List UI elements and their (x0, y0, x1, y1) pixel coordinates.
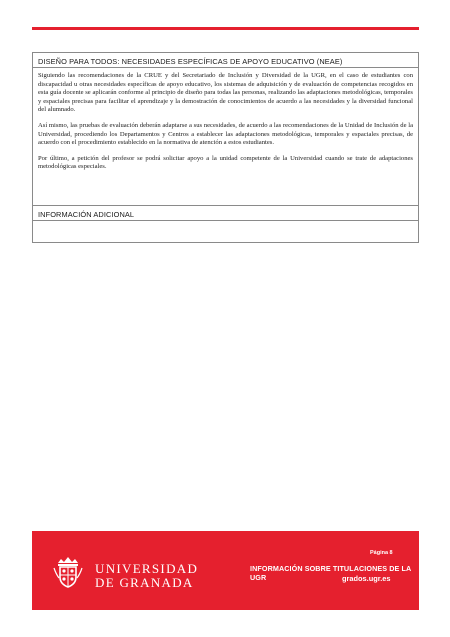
page-number: Página 8 (370, 550, 393, 556)
neae-section-body (33, 68, 418, 172)
neae-paragraph: Por último, a petición del profesor se podrá solicitar apoyo a la unidad competente de la Universidad cuando se trate de adaptaciones metodológicas especiales. (38, 154, 413, 171)
footer-info-title: INFORMACIÓN SOBRE TITULACIONES DE LA UGR (250, 564, 412, 582)
university-name (95, 562, 198, 590)
university-name-line1: UNIVERSIDAD (95, 561, 199, 576)
top-red-rule (32, 27, 419, 30)
university-name-line2: DE GRANADA (95, 575, 194, 590)
neae-section (32, 52, 419, 206)
ugr-crest-icon (52, 554, 84, 588)
neae-paragraph: Siguiendo las recomendaciones de la CRUE y del Secretariado de Inclusión y Diversidad de la UGR, en el caso de estudiantes con discapacidad u otras necesidades específicas de apoyo educativo, los sistemas de adquisición y de evaluación de competencias recogidos en esta guía docente se aplicarán conforme al principio de diseño para todas las personas, realizando las adaptaciones metodológicas, temporales y espaciales precisas para facilitar el aprendizaje y la demostración de conocimientos de acuerdo a las necesidades y la diversidad funcional del alumnado. (38, 72, 413, 114)
page-footer (32, 531, 419, 610)
neae-paragraph: Así mismo, las pruebas de evaluación deberán adaptarse a sus necesidades, de acuerdo a las recomendaciones de la Unidad de Inclusión de la Universidad, procediendo los Departamentos y Centros a establecer las adaptaciones metodológicas, temporales y espaciales precisas, de acuerdo con el procedimiento establecido en la normativa de atención a estos estudiantes. (38, 121, 413, 147)
additional-info-section (32, 206, 419, 243)
footer-url-link[interactable]: grados.ugr.es (342, 574, 391, 583)
additional-info-title: INFORMACIÓN ADICIONAL (33, 206, 418, 221)
neae-section-title: DISEÑO PARA TODOS: NECESIDADES ESPECÍFICAS DE APOYO EDUCATIVO (NEAE) (33, 53, 418, 68)
